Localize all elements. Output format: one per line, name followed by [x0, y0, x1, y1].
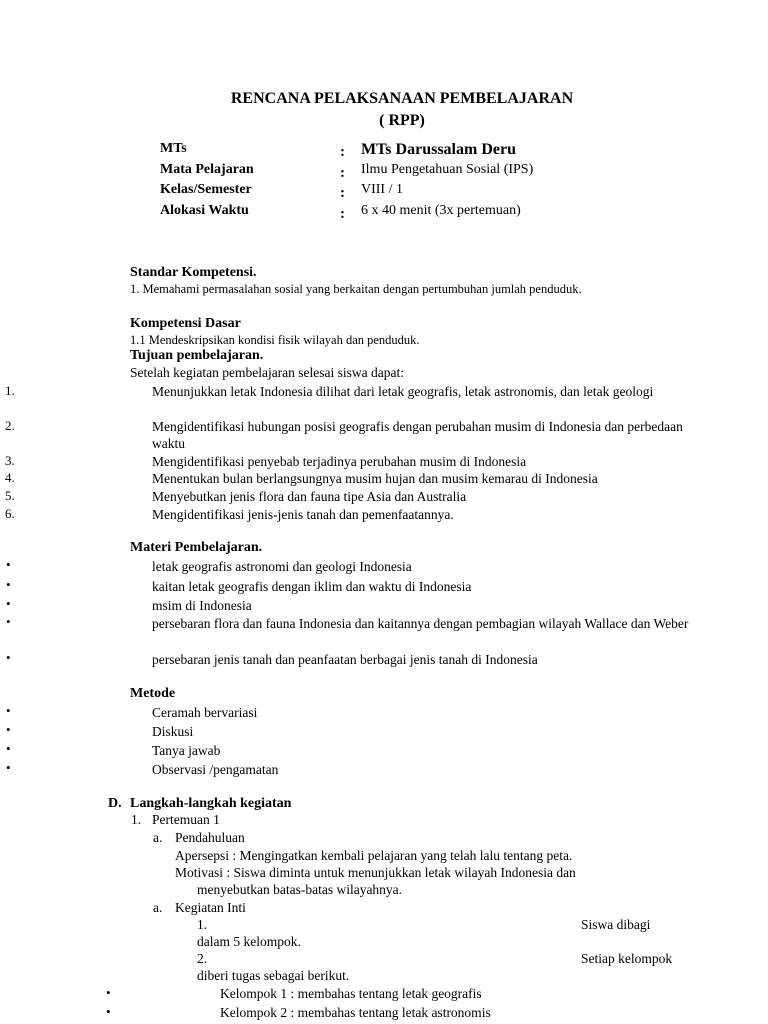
- list-item: kaitan letak geografis dengan iklim dan waktu di Indonesia: [152, 579, 472, 594]
- metode-heading: Metode: [130, 686, 176, 701]
- identity-value-alokasi: 6 x 40 menit (3x pertemuan): [361, 203, 521, 218]
- bullet-icon: •: [6, 557, 11, 572]
- list-item: persebaran jenis tanah dan peanfaatan berbagai jenis tanah di Indonesia: [152, 652, 538, 667]
- inti-step-text: Setiap kelompok: [581, 951, 673, 966]
- identity-colon: :: [340, 165, 345, 181]
- list-item: Diskusi: [152, 724, 194, 739]
- bullet-icon: •: [6, 760, 11, 775]
- standar-kompetensi-heading: Standar Kompetensi.: [130, 265, 257, 280]
- list-item: Kelompok 2 : membahas tentang letak astronomis: [220, 1005, 491, 1020]
- motivasi-text-cont: menyebutkan batas-batas wilayahnya.: [197, 882, 403, 897]
- bullet-icon: •: [6, 722, 11, 737]
- list-item-number: 5.: [5, 488, 15, 503]
- standar-kompetensi-text: 1. Memahami permasalahan sosial yang berkaitan dengan pertumbuhan jumlah penduduk.: [130, 282, 582, 296]
- identity-label-mapel: Mata Pelajaran: [160, 162, 254, 177]
- identity-colon: :: [340, 144, 345, 160]
- section-letter: D.: [108, 796, 122, 811]
- identity-colon: :: [340, 206, 345, 222]
- langkah-heading: Langkah-langkah kegiatan: [130, 796, 292, 811]
- pertemuan-number: 1.: [131, 812, 142, 827]
- bullet-icon: •: [6, 741, 11, 756]
- identity-value-mts: MTs Darussalam Deru: [361, 141, 516, 158]
- list-item: Menyebutkan jenis flora dan fauna tipe Asia dan Australia: [152, 489, 467, 504]
- inti-step-text-cont: dalam 5 kelompok.: [197, 934, 301, 949]
- pendahuluan-label: Pendahuluan: [175, 830, 245, 845]
- identity-label-mts: MTs: [160, 141, 187, 156]
- bullet-icon: •: [106, 985, 111, 1000]
- list-item: Menentukan bulan berlangsungnya musim hujan dan musim kemarau di Indonesia: [152, 471, 598, 486]
- inti-step-text: Siswa dibagi: [581, 917, 651, 932]
- kompetensi-dasar-heading: Kompetensi Dasar: [130, 316, 241, 331]
- inti-step-number: 2.: [197, 951, 208, 966]
- inti-step-text-cont: diberi tugas sebagai berikut.: [197, 968, 350, 983]
- list-item: letak geografis astronomi dan geologi Indonesia: [152, 559, 412, 574]
- sub-letter: a.: [153, 900, 163, 915]
- list-item: Mengidentifikasi penyebab terjadinya perubahan musim di Indonesia: [152, 454, 527, 469]
- identity-colon: :: [340, 185, 345, 201]
- identity-value-mapel: Ilmu Pengetahuan Sosial (IPS): [361, 162, 534, 177]
- bullet-icon: •: [6, 577, 11, 592]
- bullet-icon: •: [6, 614, 11, 629]
- sub-letter: a.: [153, 830, 163, 845]
- kompetensi-dasar-text: 1.1 Mendeskripsikan kondisi fisik wilayah dan penduduk.: [130, 333, 420, 347]
- identity-label-alokasi: Alokasi Waktu: [160, 203, 249, 218]
- list-item-number: 6.: [5, 506, 15, 521]
- list-item: persebaran flora dan fauna Indonesia dan kaitannya dengan pembagian wilayah Wallace dan Weber: [152, 616, 689, 631]
- kegiatan-inti-label: Kegiatan Inti: [175, 900, 246, 915]
- identity-value-kelas: VIII / 1: [361, 182, 403, 197]
- list-item: Ceramah bervariasi: [152, 705, 258, 720]
- inti-step-number: 1.: [197, 917, 208, 932]
- document-subtitle: ( RPP): [379, 112, 425, 129]
- tujuan-intro: Setelah kegiatan pembelajaran selesai siswa dapat:: [130, 365, 405, 380]
- motivasi-text: Motivasi : Siswa diminta untuk menunjukkan letak wilayah Indonesia dan: [175, 865, 576, 880]
- list-item: Tanya jawab: [152, 743, 221, 758]
- document-title: RENCANA PELAKSANAAN PEMBELAJARAN: [230, 90, 574, 107]
- list-item-number: 3.: [5, 453, 15, 468]
- list-item-number: 4.: [5, 470, 15, 485]
- bullet-icon: •: [106, 1004, 111, 1019]
- bullet-icon: •: [6, 703, 11, 718]
- materi-heading: Materi Pembelajaran.: [130, 540, 263, 555]
- pertemuan-label: Pertemuan 1: [152, 812, 220, 827]
- list-item: Mengidentifikasi jenis-jenis tanah dan pemenfaatannya.: [152, 507, 454, 522]
- list-item: msim di Indonesia: [152, 598, 252, 613]
- apersepsi-text: Apersepsi : Mengingatkan kembali pelajaran yang telah lalu tentang peta.: [175, 848, 573, 863]
- list-item: Kelompok 1 : membahas tentang letak geografis: [220, 986, 482, 1001]
- list-item: Mengidentifikasi hubungan posisi geografis dengan perubahan musim di Indonesia dan perbedaan waktu: [152, 419, 683, 451]
- bullet-icon: •: [6, 596, 11, 611]
- list-item-number: 2.: [5, 418, 15, 433]
- tujuan-heading: Tujuan pembelajaran.: [130, 348, 264, 363]
- identity-label-kelas: Kelas/Semester: [160, 182, 252, 197]
- list-item: Menunjukkan letak Indonesia dilihat dari letak geografis, letak astronomis, dan letak geologi: [152, 384, 654, 399]
- list-item: Observasi /pengamatan: [152, 762, 279, 777]
- bullet-icon: •: [6, 650, 11, 665]
- list-item-number: 1.: [5, 383, 15, 398]
